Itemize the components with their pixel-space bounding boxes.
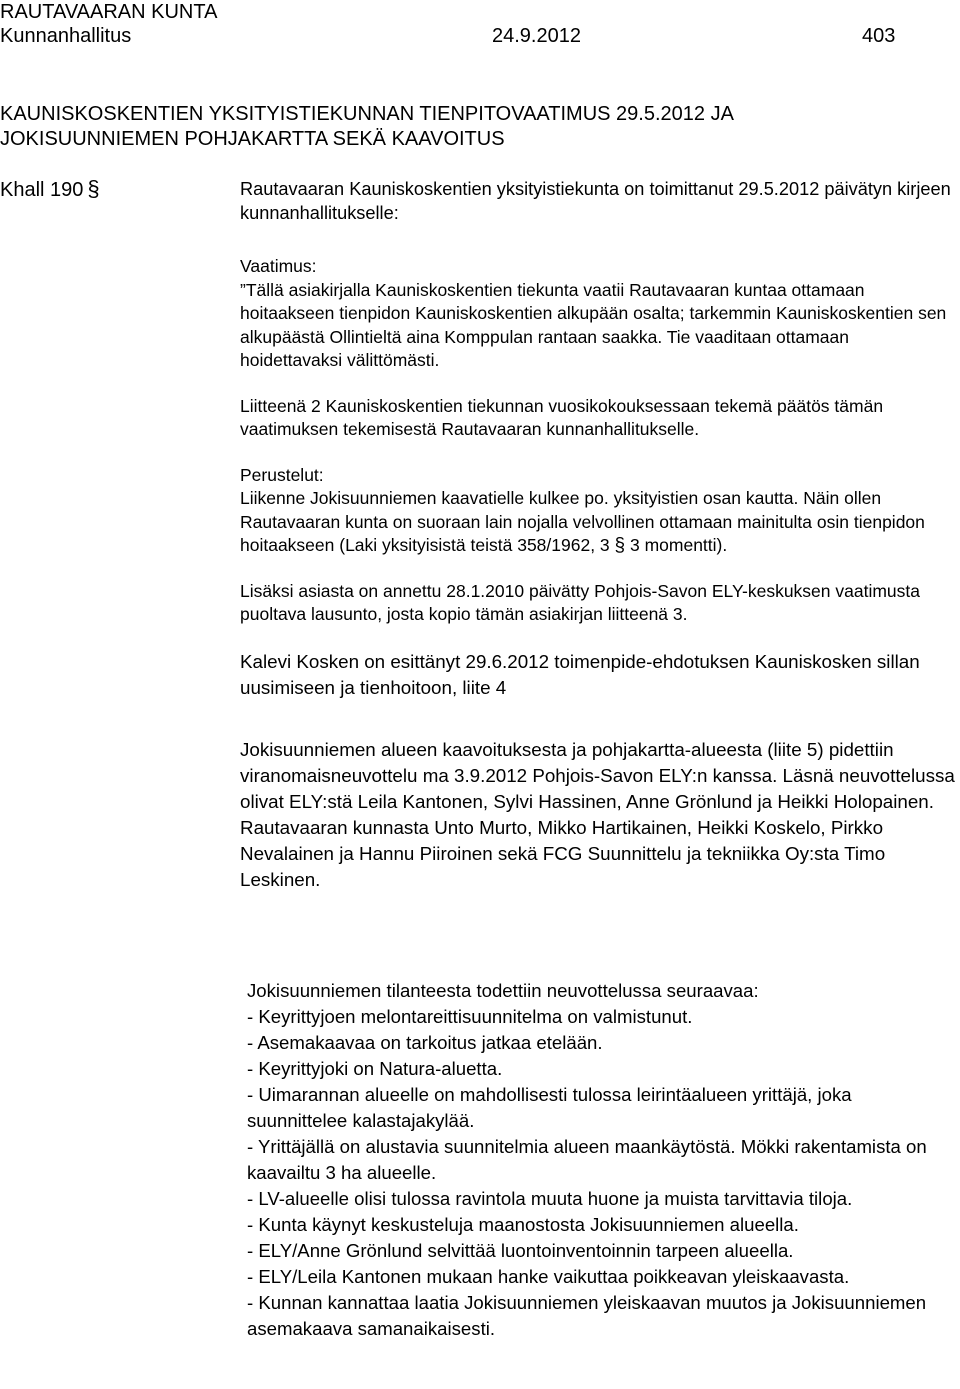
vaatimus-paragraph: ”Tällä asiakirjalla Kauniskoskentien tiekunta vaatii Rautavaaran kuntaa ottamaan hoitaakseen tienpidon Kauniskoskentien alkupään osalta; tarkemmin Kauniskoskentien sen alkupäästä Ollintieltä aina Komppulan rantaan saakka. Tie vaaditaan ottamaan hoidettavaksi välittömästi. xyxy=(240,279,947,370)
perustelut-heading: Perustelut: xyxy=(240,464,324,485)
list-item: - Keyrittyjoen melontareittisuunnitelma on valmistunut. xyxy=(247,1006,693,1027)
section-identifier xyxy=(0,177,100,202)
governing-body: Kunnanhallitus xyxy=(0,25,132,47)
list-item: - LV-alueelle olisi tulossa ravintola muuta huone ja muista tarvittavia tiloja. xyxy=(247,1188,853,1209)
kalevi-paragraph: Kalevi Kosken on esittänyt 29.6.2012 toimenpide-ehdotuksen Kauniskosken sillan uusimiseen ja tienhoitoon, liite 4 xyxy=(240,650,920,698)
liitteena-paragraph: Liitteenä 2 Kauniskoskentien tiekunnan vuosikokouksessaan tekemä päätös tämän vaatimuksen tekemisestä Rautavaaran kunnanhallitukselle. xyxy=(240,395,884,439)
intro-paragraph: Rautavaaran Kauniskoskentien yksityistiekunta on toimittanut 29.5.2012 päivätyn kirjeen kunnanhallitukselle: xyxy=(240,179,951,223)
section-sign: § xyxy=(87,176,100,201)
section-label: Khall 190 xyxy=(0,179,84,201)
list-item: - Keyrittyjoki on Natura-aluetta. xyxy=(247,1058,503,1079)
main-content xyxy=(240,177,955,893)
section-sign-inline: § xyxy=(614,535,626,556)
perustelut-paragraph xyxy=(240,487,955,558)
document-title xyxy=(0,102,734,152)
document-header xyxy=(0,0,895,48)
findings-block xyxy=(247,978,947,1342)
jokisuunniemi-paragraph: Jokisuunniemen alueen kaavoituksesta ja pohjakartta-alueesta (liite 5) pidettiin viranomaisneuvottelu ma 3.9.2012 Pohjois-Savon ELY:n kanssa. Läsnä neuvottelussa olivat ELY:stä Leila Kantonen, Sylvi Hassinen, Anne Grönlund ja Heikki Holopainen. Rautavaaran kunnasta Unto Murto, Mikko Hartikainen, Heikki Koskelo, Pirkko Nevalainen ja Hannu Piiroinen sekä FCG Suunnittelu ja tekniikka Oy:sta Timo Leskinen. xyxy=(240,738,955,890)
lisaksi-paragraph: Lisäksi asiasta on annettu 28.1.2010 päivätty Pohjois-Savon ELY-keskuksen vaatimusta puoltava lausunto, josta kopio tämän asiakirjan liitteenä 3. xyxy=(240,580,920,624)
list-item: - ELY/Leila Kantonen mukaan hanke vaikuttaa poikkeavan yleiskaavasta. xyxy=(247,1266,850,1287)
list-item: - Yrittäjällä on alustavia suunnitelmia alueen maankäytöstä. Mökki rakentamista on kaavailtu 3 ha alueelle. xyxy=(247,1136,927,1183)
page-number: 403 xyxy=(862,25,896,47)
perustelut-text-start: Liikenne Jokisuunniemen kaavatielle kulkee po. yksityistien osan kautta. Näin ollen Rautavaaran kunta on suoraan lain nojalla velvollinen ottamaan mainitulta osin tienpidon hoitaakseen (Laki yksityisistä teistä 358/1962, 3 xyxy=(240,488,925,555)
list-item: - Kunta käynyt keskusteluja maanostosta Jokisuunniemen alueella. xyxy=(247,1214,799,1235)
perustelut-text-end: 3 momentti). xyxy=(629,535,728,555)
title-line-2: JOKISUUNNIEMEN POHJAKARTTA SEKÄ KAAVOITUS xyxy=(0,128,505,150)
title-line-1: KAUNISKOSKENTIEN YKSITYISTIEKUNNAN TIENPITOVAATIMUS 29.5.2012 JA xyxy=(0,103,734,125)
organization-name: RAUTAVAARAN KUNTA xyxy=(0,1,218,23)
list-item: - ELY/Anne Grönlund selvittää luontoinventoinnin tarpeen alueella. xyxy=(247,1240,794,1261)
list-item: - Uimarannan alueelle on mahdollisesti tulossa leirintäalueen yrittäjä, joka suunnittelee kalastajakylää. xyxy=(247,1084,852,1131)
vaatimus-heading: Vaatimus: xyxy=(240,256,317,276)
findings-list xyxy=(247,1004,947,1342)
findings-heading: Jokisuunniemen tilanteesta todettiin neuvottelussa seuraavaa: xyxy=(247,980,759,1001)
list-item: - Kunnan kannattaa laatia Jokisuunniemen yleiskaavan muutos ja Jokisuunniemen asemakaava samanaikaisesti. xyxy=(247,1292,927,1339)
list-item: - Asemakaavaa on tarkoitus jatkaa etelään. xyxy=(247,1032,603,1053)
header-row xyxy=(0,24,895,48)
meeting-date: 24.9.2012 xyxy=(492,25,581,47)
